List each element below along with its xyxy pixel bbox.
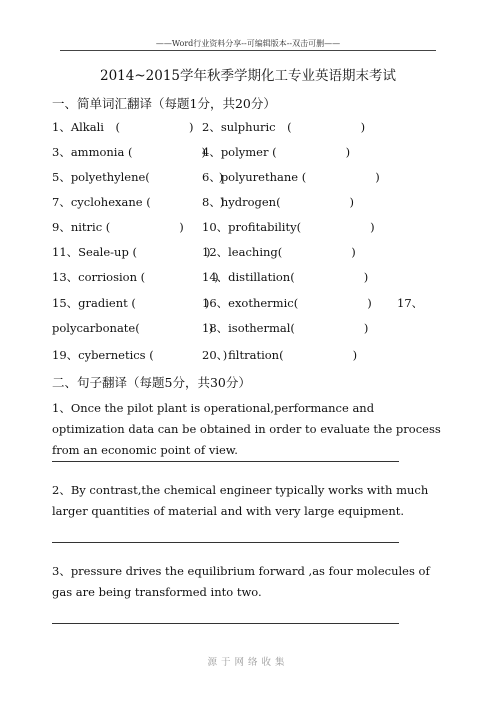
section-1-heading: 一、简单词汇翻译（每题1分，共20分） (52, 96, 276, 111)
vocab-item: 13、corriosion ( ) (52, 270, 219, 284)
vocab-item: 5、polyethylene( ) (52, 170, 224, 184)
vocab-item: 14、distillation( ) (202, 270, 369, 284)
header-rule (60, 50, 436, 51)
vocab-item: 2、sulphuric ( ) (202, 120, 366, 134)
vocab-item: 1、Alkali ( ) (52, 120, 194, 134)
vocab-item: 9、nitric ( ) (52, 220, 184, 234)
sentence-1: 1、Once the pilot plant is operational,performance and optimization data can be obtained in order to evaluate the process from an economic point of view. (52, 401, 441, 457)
page-footer: 源于网络收集 (207, 657, 289, 668)
vocab-item: 17、 (397, 296, 424, 310)
vocab-item: 11、Seale-up ( ) (52, 245, 211, 259)
vocab-item: polycarbonate( ) (52, 321, 214, 335)
sentence-2: 2、By contrast,the chemical engineer typically works with much larger quantities of material and with very large equipment. (52, 483, 429, 518)
exam-title: 2014~2015学年秋季学期化工专业英语期末考试 (99, 68, 397, 84)
vocab-item: 6、polyurethane ( ) (202, 170, 380, 184)
vocab-item: 4、polymer ( ) (202, 145, 351, 159)
vocab-item: 10、profitability( ) (202, 220, 375, 234)
answer-line[interactable] (52, 542, 399, 543)
sentence-3: 3、pressure drives the equilibrium forward ,as four molecules of gas are being transformed into two. (52, 564, 430, 599)
vocab-item: 3、ammonia ( ) (52, 145, 206, 159)
vocab-item: 18、isothermal( ) (202, 321, 369, 335)
vocab-item: 20、filtration( ) (202, 348, 358, 362)
vocab-item: 19、cybernetics ( ) (52, 348, 228, 362)
vocab-item: 12、leaching( ) (202, 245, 356, 259)
vocab-item: 7、cyclohexane ( ) (52, 195, 225, 209)
page-header: ——Word行业资料分享--可编辑版本--双击可删—— (155, 39, 341, 48)
answer-line[interactable] (52, 461, 399, 462)
vocab-item: 8、hydrogen( ) (202, 195, 355, 209)
answer-line[interactable] (52, 623, 399, 624)
vocab-item: 16、exothermic( ) (202, 296, 372, 310)
vocab-item: 15、gradient ( ) (52, 296, 210, 310)
section-2-heading: 二、句子翻译（每题5分，共30分） (52, 375, 251, 390)
